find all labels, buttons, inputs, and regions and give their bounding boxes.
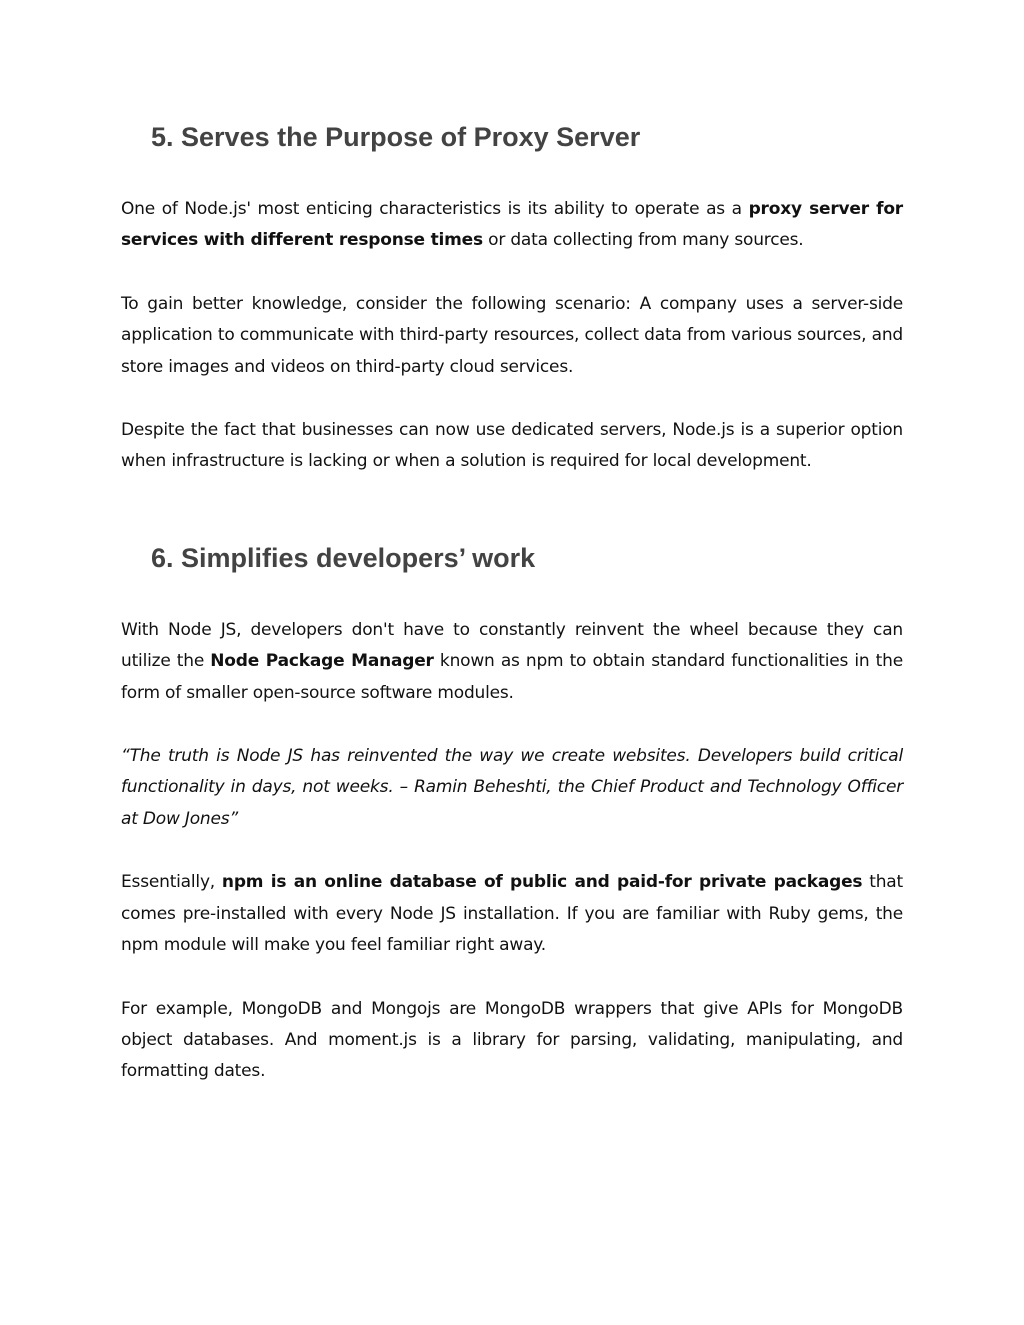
bold-text-run: Node Package Manager <box>210 651 434 672</box>
text-run: Essentially, <box>121 872 222 893</box>
text-run: With Node JS, developers don't have to constantly reinvent the wheel because they can utilize the <box>121 619 903 672</box>
section-6-heading: 6. Simplifies developers’ work <box>151 542 536 573</box>
section-6-paragraph-3 <box>121 867 903 961</box>
section-5-paragraph-3: Despite the fact that businesses can now use dedicated servers, Node.js is a superior option when infrastructure is lacking or when a solution is required for local development. <box>121 420 903 472</box>
section-5-paragraph-2: To gain better knowledge, consider the following scenario: A company uses a server-side application to communicate with third-party resources, collect data from various sources, and store images and videos on third-party cloud services. <box>121 293 903 377</box>
section-6-paragraph-1 <box>121 615 903 709</box>
section-5-heading: 5. Serves the Purpose of Proxy Server <box>151 122 641 152</box>
text-run: One of Node.js' most enticing characteristics is its ability to operate as a <box>121 199 749 219</box>
section-5-paragraph-1 <box>121 194 903 257</box>
section-6-paragraph-4: For example, MongoDB and Mongojs are MongoDB wrappers that give APIs for MongoDB object databases. And moment.js is a library for parsing, validating, manipulating, and formatting dates. <box>121 998 903 1082</box>
quote-paragraph: “The truth is Node JS has reinvented the way we create websites. Developers build critical functionality in days, not weeks. – Ramin Beheshti, the Chief Product and Technology Officer at Dow Jones” <box>121 746 903 829</box>
text-run: known as npm to obtain standard functionalities in the form of smaller open-source software modules. <box>121 651 903 703</box>
bold-text-run: proxy server for services with different response times <box>121 199 903 251</box>
bold-text-run: npm is an online database of public and paid-for private packages <box>221 872 863 893</box>
text-run: or data collecting from many sources. <box>482 230 804 251</box>
document-page <box>121 0 903 1088</box>
text-run: that comes pre-installed with every Node JS installation. If you are familiar with Ruby gems, the npm module will make you feel familiar right away. <box>121 872 903 956</box>
